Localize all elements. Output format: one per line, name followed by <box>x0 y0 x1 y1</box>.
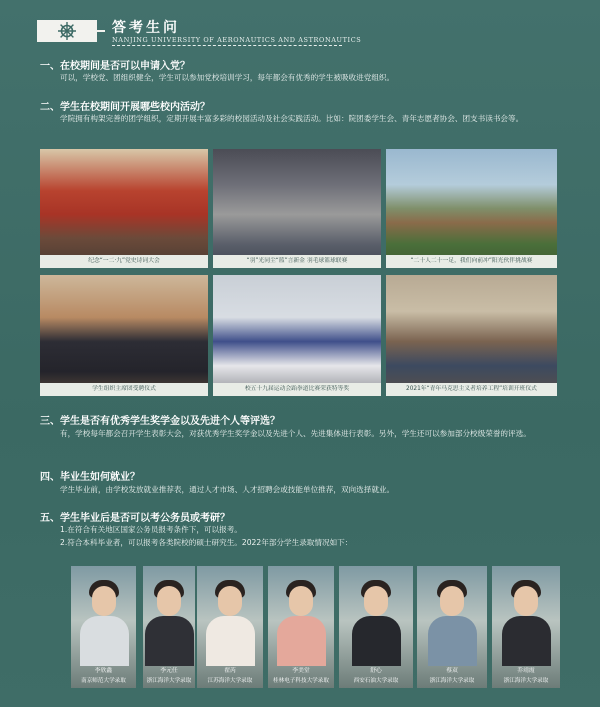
graduate-school: 浙江海洋大学录取 <box>429 678 475 684</box>
graduate-card <box>268 566 334 688</box>
graduate-face <box>514 586 538 616</box>
section-1-body: 可以，学校党、团组织健全，学生可以参加党校培训学习，每年都会有优秀的学生被吸收进党组织。 <box>60 73 395 82</box>
graduate-card <box>339 566 413 688</box>
graduate-name: 李美堂 <box>292 668 310 674</box>
graduate-face <box>157 586 181 616</box>
graduate-name: 李元任 <box>160 668 178 674</box>
page-subtitle: NANJING UNIVERSITY OF AERONAUTICS AND ASTRONAUTICS <box>112 36 362 44</box>
graduate-school: 桂林电子科技大学录取 <box>273 678 329 684</box>
photo-caption: 纪念“一二·九”党史诗词大会 <box>40 255 208 268</box>
graduate-card <box>417 566 487 688</box>
graduate-face <box>364 586 388 616</box>
section-5-title: 五、学生毕业后是否可以考公务员或考研？ <box>40 513 230 524</box>
ship-wheel-icon <box>56 21 78 41</box>
graduate-card <box>143 566 195 688</box>
graduate-clothing <box>277 616 326 666</box>
graduate-clothing <box>206 616 255 666</box>
graduate-face <box>440 586 464 616</box>
graduate-name: 蔡双 <box>446 668 458 674</box>
activity-photo <box>386 275 557 396</box>
logo <box>37 20 97 42</box>
section-5-line-2: 2.符合本科毕业者，可以报考各类院校的硕士研究生。2022年部分学生录取情况如下： <box>60 538 353 547</box>
graduate-face <box>289 586 313 616</box>
graduate-clothing <box>428 616 477 666</box>
activity-photo <box>213 275 381 396</box>
graduate-clothing <box>145 616 194 666</box>
section-3-body: 有，学校每年都会召开学生表彰大会，对获优秀学生奖学金以及先进个人、先进集体进行表彰。另外，学生还可以参加部分校级荣誉的评选。 <box>60 429 531 438</box>
photo-caption: 2021年“青年马克思主义者培养工程”培训开班仪式 <box>386 383 557 396</box>
graduate-clothing <box>352 616 401 666</box>
header-divider <box>112 45 342 47</box>
graduate-school: 浙江海洋大学录取 <box>146 678 192 684</box>
activity-photo <box>40 149 208 268</box>
graduate-face <box>218 586 242 616</box>
section-2-title: 二、学生在校期间开展哪些校内活动？ <box>40 102 210 113</box>
photo-caption: 校五十九届运动会跆拳道比赛荣获特等奖 <box>213 383 381 396</box>
photo-caption: 学生组织主席团受聘仪式 <box>40 383 208 396</box>
section-1-title: 一、在校期间是否可以申请入党？ <box>40 61 190 72</box>
graduate-name: 舒心 <box>370 668 382 674</box>
section-3-title: 三、学生是否有优秀学生奖学金以及先进个人等评选？ <box>40 416 280 427</box>
graduate-face <box>92 586 116 616</box>
activity-photo <box>386 149 557 268</box>
section-4-body: 学生毕业前，由学校发放就业推荐表，通过人才市场、人才招聘会或技能单位推荐，双向选择就业。 <box>60 485 395 494</box>
graduate-clothing <box>502 616 551 666</box>
header-dash <box>97 30 105 32</box>
graduate-card <box>492 566 560 688</box>
graduate-school: 江苏海洋大学录取 <box>207 678 253 684</box>
page-title: 答考生问 <box>112 20 180 36</box>
graduate-name: 乔靖霞 <box>517 668 535 674</box>
section-2-body: 学院拥有构架完善的团学组织，定期开展丰富多彩的校园活动及社会实践活动。比如：院团委学生会、青年志愿者协会、团支书读书会等。 <box>60 114 524 123</box>
graduate-clothing <box>80 616 129 666</box>
graduate-name: 李欣鑫 <box>94 668 113 674</box>
activity-photo <box>213 149 381 268</box>
photo-caption: “羽”光同尘“篮”言新金 羽毛球篮球联赛 <box>213 255 381 268</box>
section-4-title: 四、毕业生如何就业？ <box>40 472 140 483</box>
section-5-line-1: 1.在符合有关地区国家公务员报考条件下，可以报考。 <box>60 525 242 534</box>
graduate-card <box>71 566 136 688</box>
photo-caption: “二十人二十一足，我们向前冲”阳光伙伴挑战赛 <box>386 255 557 268</box>
graduate-school: 浙江海洋大学录取 <box>503 678 549 684</box>
graduate-name: 翟芮 <box>224 668 236 674</box>
graduate-school: 南京师范大学录取 <box>81 678 126 684</box>
graduate-card <box>197 566 263 688</box>
graduate-school: 西安石油大学录取 <box>353 678 399 684</box>
activity-photo <box>40 275 208 396</box>
